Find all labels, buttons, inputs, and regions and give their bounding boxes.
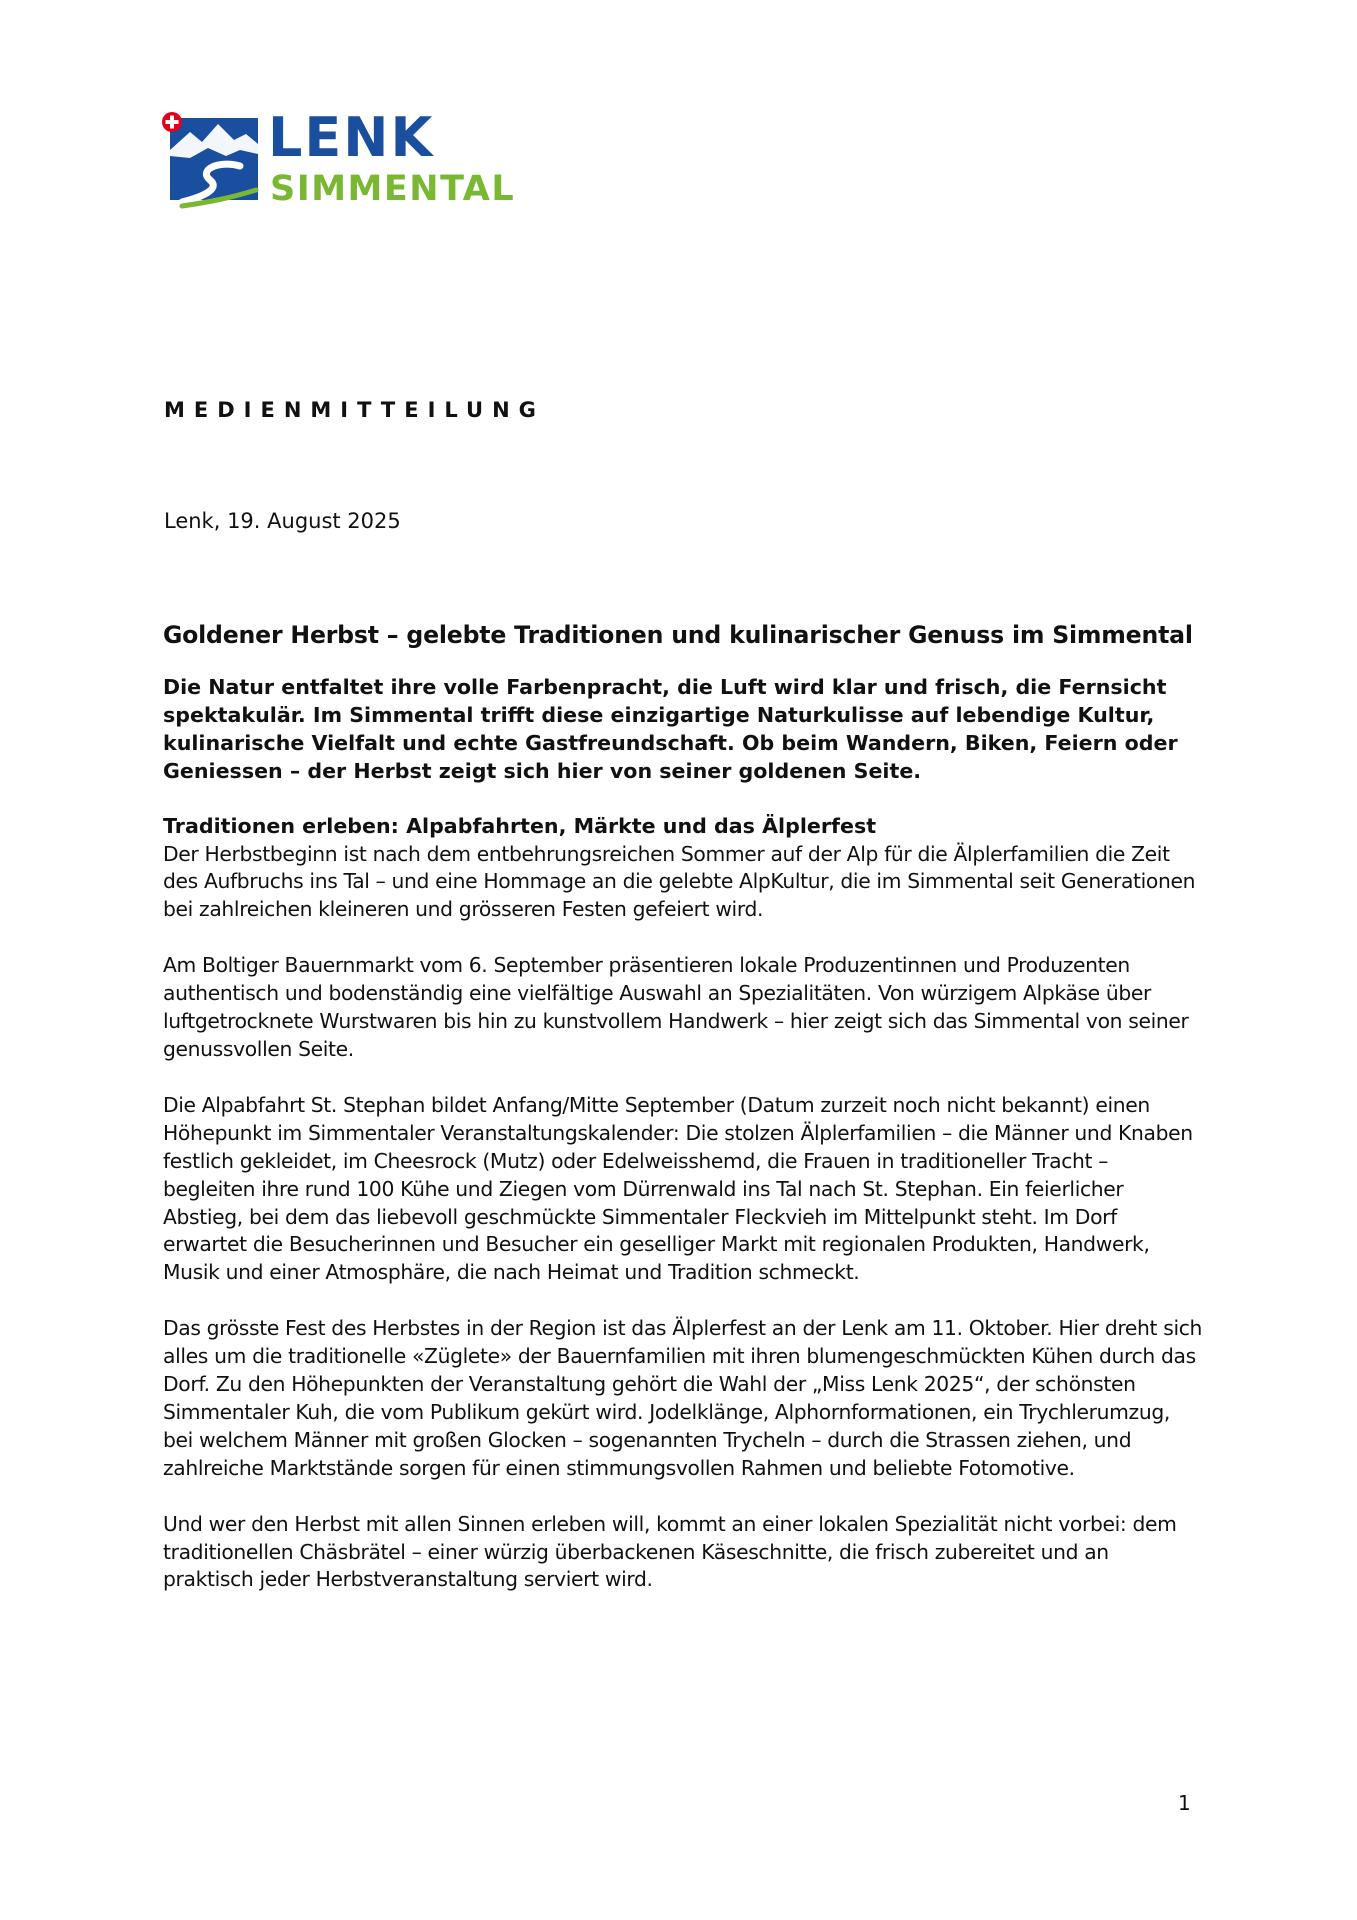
body-paragraph: Am Boltiger Bauernmarkt vom 6. September präsentieren lokale Produzentinnen und Produzenten authentisch und bodenständig eine vielfältige Auswahl an Spezialitäten. Von würzigem Alpkäse über luftgetrocknete Wurstwaren bis hin zu kunstvollem Handwerk – hier zeigt sich das Simmental von seiner genussvollen Seite.	[163, 953, 1189, 1061]
press-release-body	[163, 620, 1203, 1622]
lead-paragraph: Die Natur entfaltet ihre volle Farbenpracht, die Luft wird klar und frisch, die Fernsicht spektakulär. Im Simmental trifft diese einzigartige Naturkulisse auf lebendige Kultur, kulinarische Vielfalt und echte Gastfreundschaft. Ob beim Wandern, Biken, Feiern oder Geniessen – der Herbst zeigt sich hier von seiner goldenen Seite.	[163, 675, 1178, 783]
document-type-label: MEDIENMITTEILUNG	[164, 398, 545, 422]
swiss-cross-icon	[162, 112, 182, 132]
lenk-simmental-logo	[160, 110, 550, 220]
logo-line-simmental: SIMMENTAL	[270, 169, 516, 209]
body-paragraph: Der Herbstbeginn ist nach dem entbehrungsreichen Sommer auf der Alp für die Älplerfamilien die Zeit des Aufbruchs ins Tal – und eine Hommage an die gelebte AlpKultur, die im Simmental seit Generationen bei zahlreichen kleineren und grösseren Festen gefeiert wird.	[163, 841, 1196, 922]
body-paragraph: Und wer den Herbst mit allen Sinnen erleben will, kommt an einer lokalen Spezialität nicht vorbei: dem traditionellen Chäsbrätel – einer würzig überbackenen Käseschnitte, die frisch zubereitet und an praktisch jeder Herbstveranstaltung serviert wird.	[163, 1511, 1177, 1592]
body-paragraph: Die Alpabfahrt St. Stephan bildet Anfang/Mitte September (Datum zurzeit noch nicht bekannt) einen Höhepunkt im Simmentaler Veranstaltungskalender: Die stolzen Älplerfamilien – die Männer und Knaben festlich gekleidet, im Cheesrock (Mutz) oder Edelweisshemd, die Frauen in traditioneller Tracht – begleiten ihre rund 100 Kühe und Ziegen vom Dürrenwald ins Tal nach St. Stephan. Ein feierlicher Abstieg, bei dem das liebevoll geschmückte Simmentaler Fleckvieh im Mittelpunkt steht. Im Dorf erwartet die Besucherinnen und Besucher ein geselliger Markt mit regionalen Produkten, Handwerk, Musik und einer Atmosphäre, die nach Heimat und Tradition schmeckt.	[163, 1092, 1193, 1285]
body-paragraph: Das grösste Fest des Herbstes in der Region ist das Älplerfest an der Lenk am 11. Oktober. Hier dreht sich alles um die traditionelle «Züglete» der Bauernfamilien mit ihren blumengeschmückten Kühen durch das Dorf. Zu den Höhepunkten der Veranstaltung gehört die Wahl der „Miss Lenk 2025“, der schönsten Simmentaler Kuh, die vom Publikum gekürt wird. Jodelklänge, Alphornformationen, ein Trychlerumzug, bei welchem Männer mit großen Glocken – sogenannten Trycheln – durch die Strassen ziehen, und zahlreiche Marktstände sorgen für einen stimmungsvollen Rahmen und beliebte Fotomotive.	[163, 1316, 1203, 1480]
headline: Goldener Herbst – gelebte Traditionen und kulinarischer Genuss im Simmental	[163, 621, 1193, 649]
page-number: 1	[1178, 1791, 1191, 1815]
section-heading: Traditionen erleben: Alpabfahrten, Märkte und das Älplerfest	[163, 813, 877, 838]
dateline: Lenk, 19. August 2025	[164, 509, 401, 533]
logo-line-lenk: LENK	[268, 110, 435, 169]
